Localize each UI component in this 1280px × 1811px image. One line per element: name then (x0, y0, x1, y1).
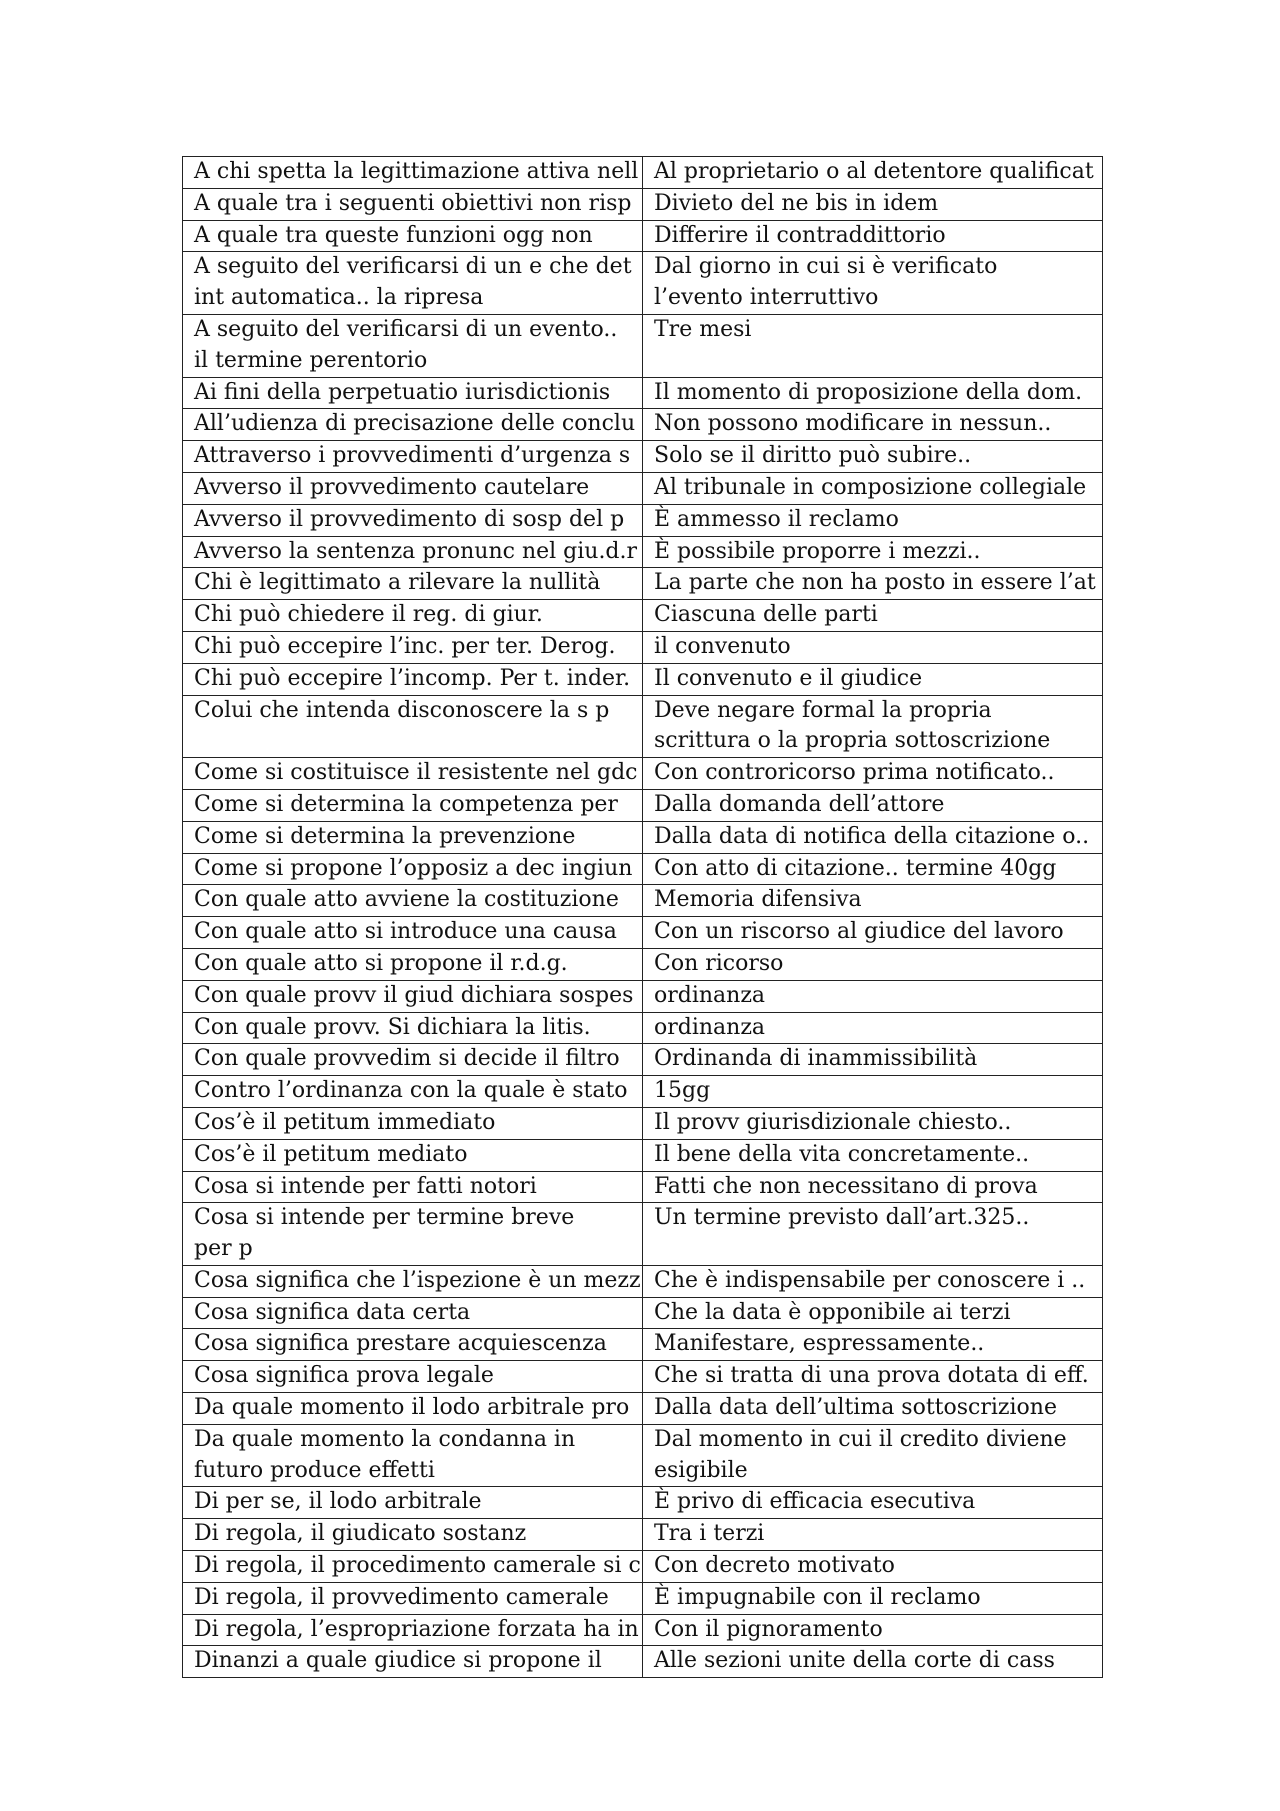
question-cell: Come si determina la prevenzione (183, 821, 643, 853)
question-cell: Con quale provv. Si dichiara la litis. (183, 1012, 643, 1044)
question-cell: Con quale atto si propone il r.d.g. (183, 948, 643, 980)
table-row (183, 1044, 1103, 1076)
answer-cell: È impugnabile con il reclamo (643, 1582, 1103, 1614)
answer-cell: Tra i terzi (643, 1519, 1103, 1551)
question-cell: A seguito del verificarsi di un evento.. il termine perentorio (183, 314, 643, 377)
answer-cell: Memoria difensiva (643, 885, 1103, 917)
question-cell: A chi spetta la legittimazione attiva nell (183, 157, 643, 189)
answer-cell: Il provv giurisdizionale chiesto.. (643, 1107, 1103, 1139)
answer-cell: Il convenuto e il giudice (643, 663, 1103, 695)
question-cell: Cosa significa prova legale (183, 1361, 643, 1393)
table-row (183, 1329, 1103, 1361)
question-cell: Cosa significa prestare acquiescenza (183, 1329, 643, 1361)
table-row (183, 663, 1103, 695)
question-cell: Colui che intenda disconoscere la s p (183, 695, 643, 758)
table-row (183, 409, 1103, 441)
table-row (183, 252, 1103, 315)
question-cell: All’udienza di precisazione delle conclu (183, 409, 643, 441)
table-row (183, 1614, 1103, 1646)
table-row (183, 1582, 1103, 1614)
answer-cell: il convenuto (643, 631, 1103, 663)
question-cell: Cosa si intende per fatti notori (183, 1171, 643, 1203)
answer-cell: Che è indispensabile per conoscere i .. (643, 1265, 1103, 1297)
table-row (183, 1139, 1103, 1171)
answer-cell: È privo di efficacia esecutiva (643, 1487, 1103, 1519)
table-row (183, 695, 1103, 758)
question-cell: Avverso la sentenza pronunc nel giu.d.r (183, 536, 643, 568)
answer-cell: Dalla data di notifica della citazione o.. (643, 821, 1103, 853)
answer-cell: Dal momento in cui il credito diviene esigibile (643, 1424, 1103, 1487)
answer-cell: Dal giorno in cui si è verificato l’evento interruttivo (643, 252, 1103, 315)
answer-cell: Deve negare formal la propria scrittura o la propria sottoscrizione (643, 695, 1103, 758)
answer-cell: Il momento di proposizione della dom. (643, 377, 1103, 409)
table-row (183, 885, 1103, 917)
table-row (183, 948, 1103, 980)
question-cell: Cosa significa data certa (183, 1297, 643, 1329)
answer-cell: Dalla data dell’ultima sottoscrizione (643, 1393, 1103, 1425)
answer-cell: ordinanza (643, 980, 1103, 1012)
qa-table (182, 156, 1103, 1678)
answer-cell: Non possono modificare in nessun.. (643, 409, 1103, 441)
answer-cell: Manifestare, espressamente.. (643, 1329, 1103, 1361)
question-cell: Chi può chiedere il reg. di giur. (183, 600, 643, 632)
table-row (183, 536, 1103, 568)
table-row (183, 1265, 1103, 1297)
table-row (183, 917, 1103, 949)
answer-cell: Un termine previsto dall’art.325.. (643, 1203, 1103, 1266)
question-cell: Di regola, il giudicato sostanz (183, 1519, 643, 1551)
table-row (183, 631, 1103, 663)
question-cell: A quale tra i seguenti obiettivi non risp (183, 188, 643, 220)
question-cell: Di per se, il lodo arbitrale (183, 1487, 643, 1519)
question-cell: Di regola, l’espropriazione forzata ha in (183, 1614, 643, 1646)
answer-cell: 15gg (643, 1076, 1103, 1108)
answer-cell: Che si tratta di una prova dotata di eff. (643, 1361, 1103, 1393)
table-row (183, 157, 1103, 189)
table-row (183, 1361, 1103, 1393)
question-cell: Come si determina la competenza per (183, 789, 643, 821)
question-cell: Chi può eccepire l’incomp. Per t. inder. (183, 663, 643, 695)
table-row (183, 504, 1103, 536)
table-row (183, 1551, 1103, 1583)
table-row (183, 188, 1103, 220)
table-row (183, 1487, 1103, 1519)
table-row (183, 600, 1103, 632)
table-row (183, 1519, 1103, 1551)
table-row (183, 1424, 1103, 1487)
question-cell: Contro l’ordinanza con la quale è stato (183, 1076, 643, 1108)
question-cell: Con quale atto avviene la costituzione (183, 885, 643, 917)
answer-cell: Differire il contraddittorio (643, 220, 1103, 252)
table-row (183, 1393, 1103, 1425)
qa-table-body (183, 157, 1103, 1678)
table-row (183, 314, 1103, 377)
question-cell: Cosa significa che l’ispezione è un mezz (183, 1265, 643, 1297)
question-cell: A quale tra queste funzioni ogg non (183, 220, 643, 252)
table-row (183, 1012, 1103, 1044)
table-row (183, 472, 1103, 504)
question-cell: Cos’è il petitum immediato (183, 1107, 643, 1139)
answer-cell: Con il pignoramento (643, 1614, 1103, 1646)
answer-cell: Divieto del ne bis in idem (643, 188, 1103, 220)
table-row (183, 1203, 1103, 1266)
answer-cell: Tre mesi (643, 314, 1103, 377)
table-row (183, 441, 1103, 473)
table-row (183, 1297, 1103, 1329)
question-cell: Come si propone l’opposiz a dec ingiun (183, 853, 643, 885)
question-cell: Chi è legittimato a rilevare la nullità (183, 568, 643, 600)
table-row (183, 1171, 1103, 1203)
table-row (183, 1076, 1103, 1108)
answer-cell: La parte che non ha posto in essere l’at (643, 568, 1103, 600)
question-cell: Dinanzi a quale giudice si propone il (183, 1646, 643, 1678)
answer-cell: Solo se il diritto può subire.. (643, 441, 1103, 473)
question-cell: A seguito del verificarsi di un e che det int automatica.. la ripresa (183, 252, 643, 315)
question-cell: Con quale atto si introduce una causa (183, 917, 643, 949)
question-cell: Da quale momento la condanna in futuro produce effetti (183, 1424, 643, 1487)
answer-cell: Dalla domanda dell’attore (643, 789, 1103, 821)
table-row (183, 568, 1103, 600)
answer-cell: È possibile proporre i mezzi.. (643, 536, 1103, 568)
answer-cell: Con ricorso (643, 948, 1103, 980)
answer-cell: Con decreto motivato (643, 1551, 1103, 1583)
answer-cell: Che la data è opponibile ai terzi (643, 1297, 1103, 1329)
answer-cell: Ciascuna delle parti (643, 600, 1103, 632)
table-row (183, 758, 1103, 790)
question-cell: Avverso il provvedimento cautelare (183, 472, 643, 504)
question-cell: Come si costituisce il resistente nel gdc (183, 758, 643, 790)
question-cell: Avverso il provvedimento di sosp del p (183, 504, 643, 536)
question-cell: Ai fini della perpetuatio iurisdictionis (183, 377, 643, 409)
answer-cell: Il bene della vita concretamente.. (643, 1139, 1103, 1171)
answer-cell: Con atto di citazione.. termine 40gg (643, 853, 1103, 885)
question-cell: Chi può eccepire l’inc. per ter. Derog. (183, 631, 643, 663)
table-row (183, 980, 1103, 1012)
question-cell: Con quale provvedim si decide il filtro (183, 1044, 643, 1076)
question-cell: Cos’è il petitum mediato (183, 1139, 643, 1171)
answer-cell: Alle sezioni unite della corte di cass (643, 1646, 1103, 1678)
answer-cell: Fatti che non necessitano di prova (643, 1171, 1103, 1203)
answer-cell: Al proprietario o al detentore qualificat (643, 157, 1103, 189)
question-cell: Con quale provv il giud dichiara sospes (183, 980, 643, 1012)
table-row (183, 1646, 1103, 1678)
table-row (183, 789, 1103, 821)
answer-cell: Con un riscorso al giudice del lavoro (643, 917, 1103, 949)
answer-cell: Ordinanda di inammissibilità (643, 1044, 1103, 1076)
answer-cell: È ammesso il reclamo (643, 504, 1103, 536)
table-row (183, 1107, 1103, 1139)
question-cell: Attraverso i provvedimenti d’urgenza s (183, 441, 643, 473)
table-row (183, 853, 1103, 885)
table-row (183, 821, 1103, 853)
question-cell: Da quale momento il lodo arbitrale pro (183, 1393, 643, 1425)
table-row (183, 377, 1103, 409)
question-cell: Di regola, il procedimento camerale si c (183, 1551, 643, 1583)
answer-cell: Al tribunale in composizione collegiale (643, 472, 1103, 504)
answer-cell: ordinanza (643, 1012, 1103, 1044)
question-cell: Cosa si intende per termine breve per p (183, 1203, 643, 1266)
answer-cell: Con controricorso prima notificato.. (643, 758, 1103, 790)
table-row (183, 220, 1103, 252)
question-cell: Di regola, il provvedimento camerale (183, 1582, 643, 1614)
